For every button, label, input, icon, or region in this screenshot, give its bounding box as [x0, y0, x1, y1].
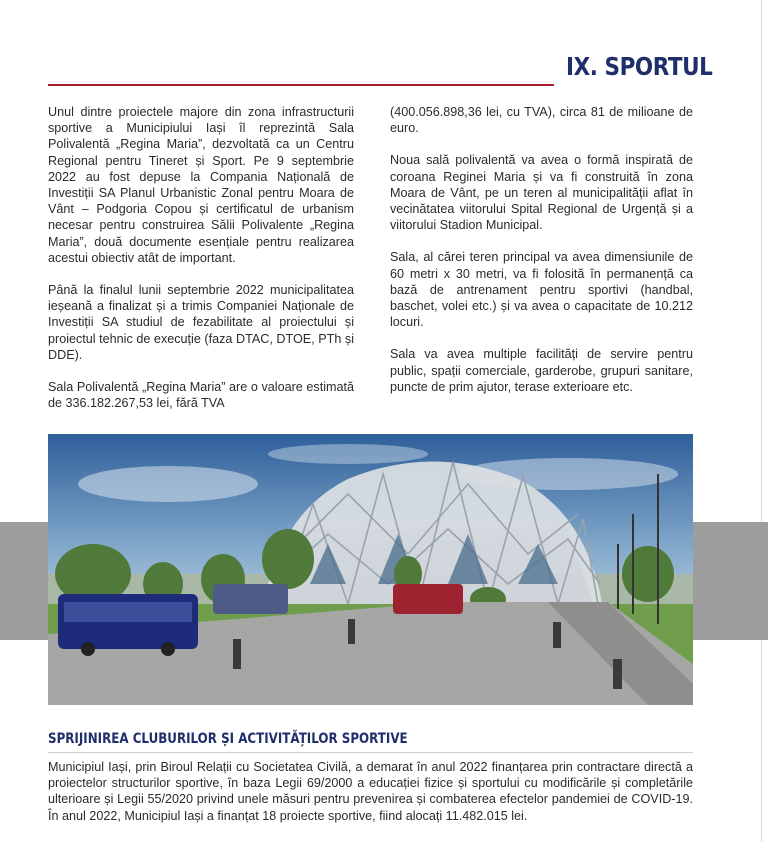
left-paragraph-1: Unul dintre proiectele majore din zona infrastructurii sportive a Municipiului Iași îl reprezintă Sala Polivalentă „Regina Maria”, dezvoltată ca un Centru Regional pentru Tineret și Sport. Pe 9 septembrie 2022 au fost depuse la Compania Națională de Investiții SA Planul Urbanistic Zonal pentru Moara de Vânt – Podgoria Copou și certificatul de urbanism necesar pentru construirea Sălii Polivalente „Regina Maria”, două documente esențiale pentru realizarea acestui obiectiv atât de important. — [48, 105, 354, 265]
right-paragraph-1: (400.056.898,36 lei, cu TVA), circa 81 de milioane de euro. — [390, 105, 693, 136]
section-heading: SPRIJINIREA CLUBURILOR ȘI ACTIVITĂȚILOR SPORTIVE — [48, 731, 408, 747]
right-paragraph-3: Sala, al cărei teren principal va avea dimensiunile de 60 metri x 30 metri, va fi folosită în permanență ca bază de antrenament pentru sportivi (handbal, baschet, volei etc.) și va avea o capacitate de 10.212 locuri. — [390, 250, 693, 330]
left-paragraph-2: Până la finalul lunii septembrie 2022 municipalitatea ieșeană a finalizat și a trimis Companiei Naționale de Investiții SA studiul de fezabilitate al proiectului și proiectul tehnic de execuție (faza DTAC, DTOE, PTh și DDE). — [48, 283, 354, 362]
right-paragraph-2: Noua sală polivalentă va avea o formă inspirată de coroana Reginei Maria și va fi construită în zona Moara de Vânt, pe un teren al municipalității aflat în vecinătatea viitorului Spital Regional de Urgență și a viitorului Stadion Municipal. — [390, 153, 693, 233]
left-text-column — [48, 104, 354, 427]
arena-rendering-image — [48, 434, 693, 705]
section-heading-rule — [48, 752, 693, 753]
left-paragraph-3: Sala Polivalentă „Regina Maria” are o valoare estimată de 336.182.267,53 lei, fără TVA — [48, 380, 354, 411]
page-edge-line — [761, 0, 762, 842]
right-text-column — [390, 104, 693, 411]
section-body — [48, 759, 693, 824]
header-rule — [48, 84, 554, 86]
chapter-title: IX. SPORTUL — [566, 52, 713, 81]
section-paragraph: Municipiul Iași, prin Biroul Relații cu Societatea Civilă, a demarat în anul 2022 finanțarea prin contractare directă a proiectelor structurilor sportive, în baza Legii 69/2000 a educației fizice și sportului cu modificările și completările ulterioare și Legii 55/2020 privind unele măsuri pentru prevenirea și combaterea efectelor pandemiei de COVID-19. În anul 2022, Municipiul Iași a finanțat 18 proiecte sportive, fiind alocați 11.482.015 lei. — [48, 760, 693, 823]
right-paragraph-4: Sala va avea multiple facilități de servire pentru public, spații comerciale, garderobe, grupuri sanitare, puncte de prim ajutor, terase exterioare etc. — [390, 347, 693, 394]
